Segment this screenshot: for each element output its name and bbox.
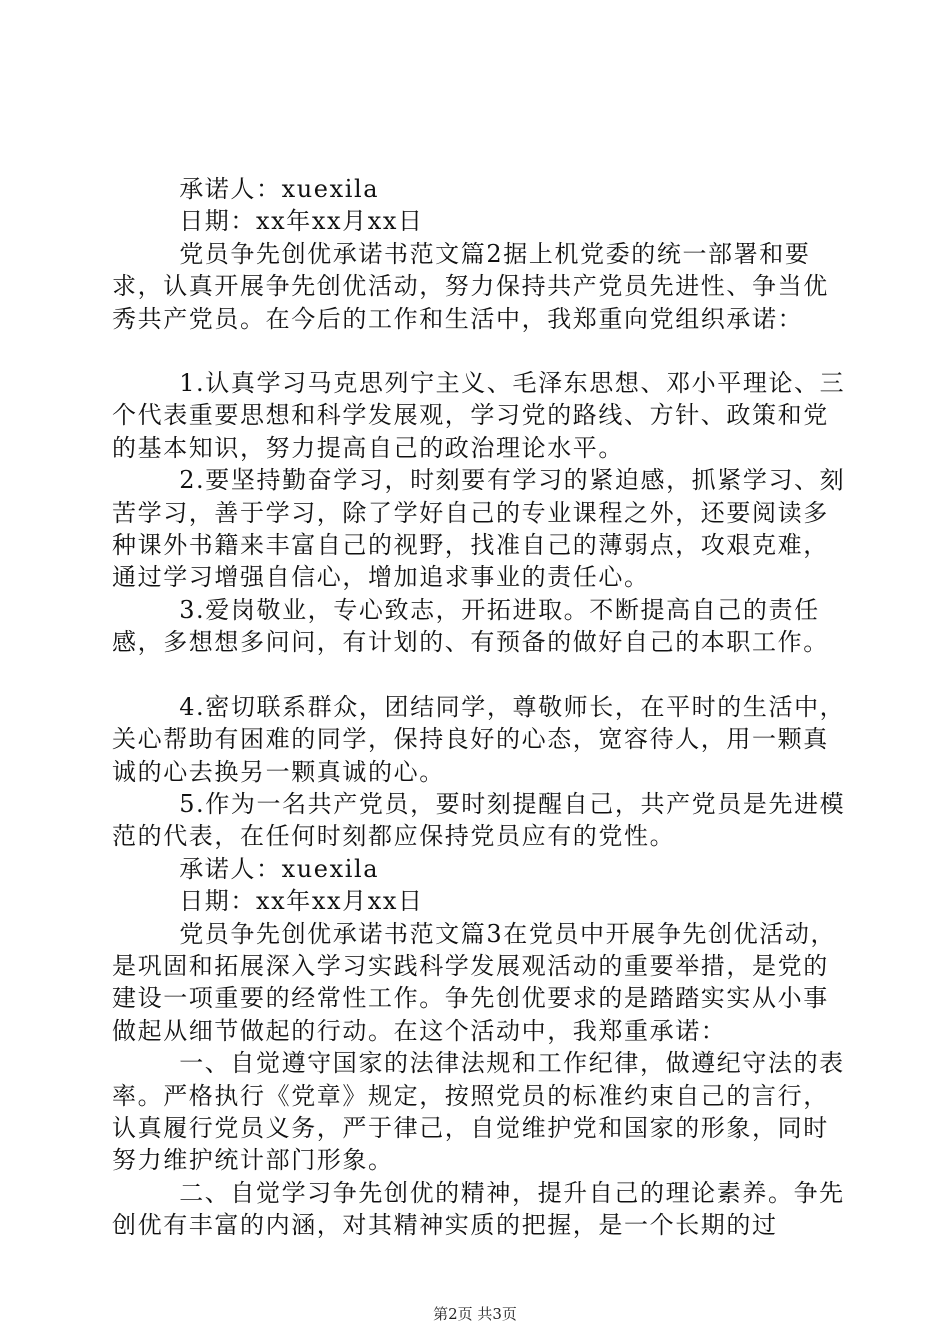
paragraph-spacer <box>112 659 852 691</box>
paragraph: 4.密切联系群众，团结同学，尊敬师长，在平时的生活中，关心帮助有困难的同学，保持良好的心态，宽容待人，用一颗真诚的心去换另一颗真诚的心。 <box>112 692 846 786</box>
paragraph: 1.认真学习马克思列宁主义、毛泽东思想、邓小平理论、三个代表重要思想和科学发展观，学习党的路线、方针、政策和党的基本知识，努力提高自己的政治理论水平。 <box>112 369 846 462</box>
paragraph: 党员争先创优承诺书范文篇3在党员中开展争先创优活动，是巩固和拓展深入学习实践科学发展观活动的重要举措，是党的建设一项重要的经常性工作。争先创优要求的是踏踏实实从小事做起从细节做起的行动。在这个活动中，我郑重承诺： <box>112 919 837 1045</box>
paragraph: 承诺人：xuexila <box>179 175 380 203</box>
paragraph: 党员争先创优承诺书范文篇2据上机党委的统一部署和要求，认真开展争先创优活动，努力保持共产党员先进性、争当优秀共产党员。在今后的工作和生活中，我郑重向党组织承诺： <box>112 239 829 333</box>
page-footer: 第2页 共3页 <box>433 1305 517 1323</box>
paragraph: 日期：xx年xx月xx日 <box>179 887 424 916</box>
paragraph: 2.要坚持勤奋学习，时刻要有学习的紧迫感，抓紧学习、刻苦学习，善于学习，除了学好自己的专业课程之外，还要阅读多种课外书籍来丰富自己的视野，找准自己的薄弱点，攻艰克难，通过学习增强自信心，增加追求事业的责任心。 <box>112 466 846 592</box>
paragraph-spacer <box>112 335 852 367</box>
paragraph: 3.爱岗敬业，专心致志，开拓进取。不断提高自己的责任感，多想想多问问，有计划的、有预备的做好自己的本职工作。 <box>112 595 829 657</box>
paragraph: 日期：xx年xx月xx日 <box>179 207 424 236</box>
document-body <box>112 173 852 1242</box>
paragraph: 一、自觉遵守国家的法律法规和工作纪律，做遵纪守法的表率。严格执行《党章》规定，按照党员的标准约束自己的言行，认真履行党员义务，严于律己，自觉维护党和国家的形象，同时努力维护统计部门形象。 <box>112 1049 845 1175</box>
paragraph: 二、自觉学习争先创优的精神，提升自己的理论素养。争先创优有丰富的内涵，对其精神实质的把握，是一个长期的过 <box>112 1178 845 1240</box>
paragraph: 5.作为一名共产党员，要时刻提醒自己，共产党员是先进模范的代表，在任何时刻都应保持党员应有的党性。 <box>112 789 846 851</box>
paragraph: 承诺人：xuexila <box>179 854 380 883</box>
